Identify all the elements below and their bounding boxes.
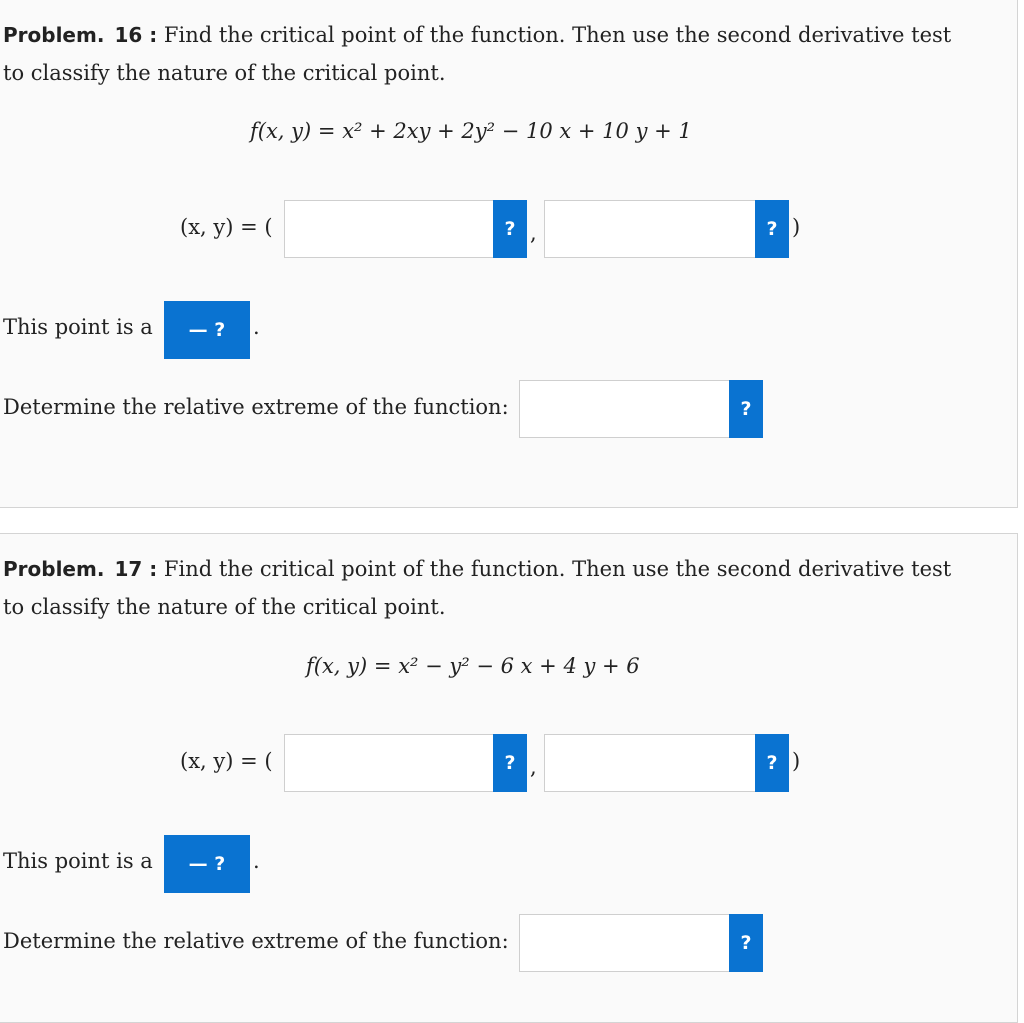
function-lhs: f(x, y) =	[306, 654, 392, 678]
statement-line-1: Find the critical point of the function. Then use the second derivative test	[163, 23, 952, 47]
function-rhs: x² + 2xy + 2y² − 10 x + 10 y + 1	[342, 119, 692, 143]
extreme-label: Determine the relative extreme of the function:	[3, 929, 509, 953]
problem-label: Problem.	[3, 23, 105, 47]
x-answer-button[interactable]: ?	[493, 200, 527, 258]
function-lhs: f(x, y) =	[250, 119, 336, 143]
point-label: (x, y) = (	[180, 749, 273, 773]
problem-statement	[3, 16, 1003, 92]
statement-line-2: to classify the nature of the critical point.	[3, 61, 446, 85]
extreme-answer-input[interactable]	[519, 380, 731, 438]
function-rhs: x² − y² − 6 x + 4 y + 6	[398, 654, 640, 678]
problem-statement	[3, 550, 1003, 626]
comma: ,	[530, 755, 537, 779]
problem-number: 17 :	[114, 557, 158, 581]
close-paren: )	[792, 215, 801, 239]
period: .	[253, 849, 260, 873]
classify-select[interactable]: — ?	[164, 835, 250, 893]
problem-16-panel	[0, 0, 1018, 508]
problem-17-panel	[0, 533, 1018, 1023]
extreme-label: Determine the relative extreme of the function:	[3, 395, 509, 419]
statement-line-1: Find the critical point of the function. Then use the second derivative test	[163, 557, 952, 581]
x-answer-button[interactable]: ?	[493, 734, 527, 792]
y-answer-input[interactable]	[544, 734, 756, 792]
close-paren: )	[792, 749, 801, 773]
y-answer-button[interactable]: ?	[755, 200, 789, 258]
x-answer-input[interactable]	[284, 734, 494, 792]
extreme-answer-button[interactable]: ?	[729, 914, 763, 972]
point-label: (x, y) = (	[180, 215, 273, 239]
statement-line-2: to classify the nature of the critical point.	[3, 595, 446, 619]
extreme-answer-button[interactable]: ?	[729, 380, 763, 438]
problem-label: Problem.	[3, 557, 105, 581]
function-formula	[250, 119, 692, 143]
x-answer-input[interactable]	[284, 200, 494, 258]
classify-label: This point is a	[3, 315, 153, 339]
extreme-answer-input[interactable]	[519, 914, 731, 972]
classify-label: This point is a	[3, 849, 153, 873]
y-answer-input[interactable]	[544, 200, 756, 258]
classify-select[interactable]: — ?	[164, 301, 250, 359]
y-answer-button[interactable]: ?	[755, 734, 789, 792]
function-formula	[306, 654, 640, 678]
problem-number: 16 :	[114, 23, 158, 47]
comma: ,	[530, 221, 537, 245]
period: .	[253, 315, 260, 339]
